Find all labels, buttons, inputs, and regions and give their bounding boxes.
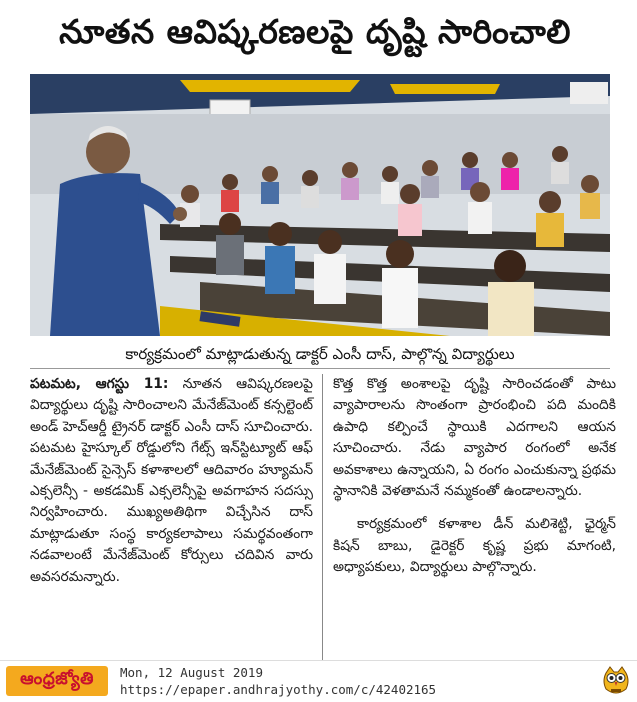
column-2-paragraph-2: కార్యక్రమంలో కళాశాల డీన్ మలిశెట్టి, ఛైర్మన్ కిషన్ బాబు, డైరెక్టర్ కృష్ణ ప్రభు మాగంటి, అధ్యాపకులు, విద్యార్థులు పాల్గొన్నారు. (333, 516, 616, 576)
publication-date: Mon, 12 August 2019 (120, 665, 263, 680)
newspaper-clipping (8, 6, 622, 656)
column-1-text: నూతన ఆవిష్కరణలపై విద్యార్థులు దృష్టి సారించాలని మేనేజ్‌మెంట్ కన్సల్టెంట్ అండ్ హెచ్‌ఆర్డీ ట్రైనర్ డాక్టర్ ఎంసీ దాస్ సూచించారు. పటమట హైస్కూల్ రోడ్డులోని గేట్స్ ఇన్‌స్టిట్యూట్ ఆఫ్ మేనేజ్‌మెంట్ సైన్సెస్ కళాశాలలో ఆదివారం హ్యూమన్ ఎక్సలెన్సీ - అకడమిక్ ఎక్సలెన్సీపై అవగాహన సదస్సు నిర్వహించారు. ముఖ్యఅతిథిగా విచ్చేసిన దాస్ మాట్లాడుతూ సంస్థ కార్యకలాపాలు సమర్థవంతంగా నడవాలంటే మేనేజ్‌మెంట్ కోర్సులు చదివిన వారు అవసరమన్నారు. (30, 376, 313, 585)
owl-icon (600, 665, 632, 697)
article-photo (30, 74, 610, 336)
article-column-2 (333, 374, 616, 579)
andhrajyothy-logo[interactable]: ఆంధ్రజ్యోతి (6, 666, 108, 696)
headline: నూతన ఆవిష్కరణలపై దృష్టి సారించాలి (59, 11, 571, 51)
dateline: పటమట, ఆగస్టు 11: (30, 376, 169, 392)
classroom-photo-illustration (30, 74, 610, 336)
article-column-1 (30, 374, 313, 588)
epaper-url[interactable]: https://epaper.andhrajyothy.com/c/42402165 (120, 682, 437, 697)
footer-meta (120, 664, 436, 698)
column-2-paragraph-1: కొత్త కొత్త అంశాలపై దృష్టి సారించడంతో పాటు వ్యాపారాలను సొంతంగా ప్రారంభించి పది మందికి ఉపాధి కల్పించే స్థాయికి ఎదగాలని ఆయన సూచించారు. నేడు వ్యాపార రంగంలో అనేక అవకాశాలు ఉన్నాయని, ఏ రంగం ఎంచుకున్నా ప్రథమ స్థానానికి వెళతామనే నమ్మకంతో ఉండాలన్నారు. (333, 376, 616, 500)
epaper-footer (0, 660, 637, 702)
photo-caption: కార్యక్రమంలో మాట్లాడుతున్న డాక్టర్ ఎంసీ దాస్, పాల్గొన్న విద్యార్థులు (30, 340, 610, 369)
column-divider (322, 374, 323, 660)
